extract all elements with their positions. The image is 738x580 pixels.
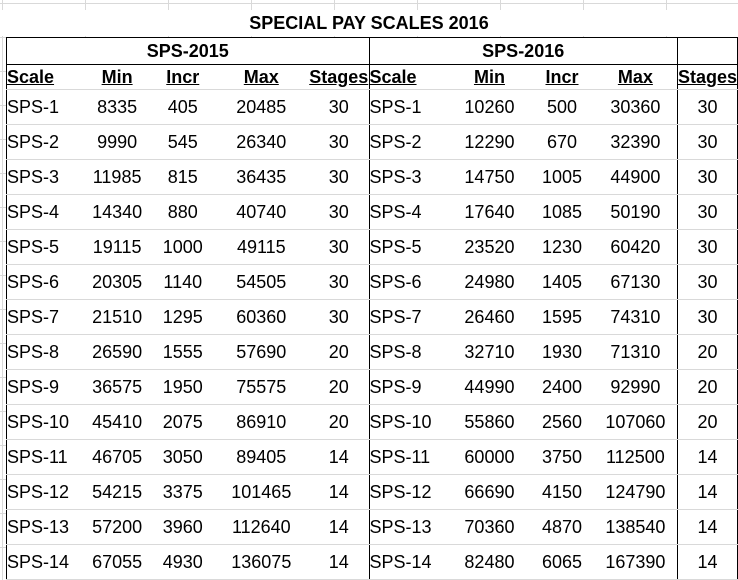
- cell-stages-2016[interactable]: 30: [677, 160, 737, 195]
- header-scale-2016[interactable]: Scale: [369, 65, 449, 90]
- cell-scale-2016[interactable]: SPS-12: [369, 475, 449, 510]
- cell-scale-2015[interactable]: SPS-12: [7, 475, 83, 510]
- cell-stages-2015[interactable]: 30: [309, 300, 369, 335]
- cell-min-2015[interactable]: 14340: [82, 195, 152, 230]
- cell-incr-2015[interactable]: 815: [152, 160, 214, 195]
- cell-scale-2015[interactable]: SPS-6: [7, 265, 83, 300]
- cell-scale-2015[interactable]: SPS-4: [7, 195, 83, 230]
- cell-stages-2015[interactable]: 30: [309, 125, 369, 160]
- cell-incr-2015[interactable]: 1000: [152, 230, 214, 265]
- table-row: [7, 405, 738, 440]
- header-min-2016[interactable]: Min: [449, 65, 530, 90]
- cell-incr-2016[interactable]: 6065: [530, 545, 594, 580]
- cell-incr-2015[interactable]: 3375: [152, 475, 214, 510]
- table-row: [7, 160, 738, 195]
- cell-incr-2015[interactable]: 1140: [152, 265, 214, 300]
- cell-scale-2015[interactable]: SPS-11: [7, 440, 83, 475]
- cell-incr-2016[interactable]: 4870: [530, 510, 594, 545]
- cell-min-2015[interactable]: 54215: [82, 475, 152, 510]
- cell-scale-2015[interactable]: SPS-9: [7, 370, 83, 405]
- cell-max-2016[interactable]: 124790: [594, 475, 678, 510]
- cell-incr-2016[interactable]: 1595: [530, 300, 594, 335]
- cell-max-2015[interactable]: 49115: [214, 230, 309, 265]
- table-row: [7, 90, 738, 125]
- cell-min-2016[interactable]: 24980: [449, 265, 530, 300]
- cell-max-2016[interactable]: 44900: [594, 160, 678, 195]
- cell-scale-2016[interactable]: SPS-14: [369, 545, 449, 580]
- cell-max-2016[interactable]: 67130: [594, 265, 678, 300]
- group-header-row: [7, 38, 738, 65]
- cell-incr-2016[interactable]: 1930: [530, 335, 594, 370]
- group-empty-cell[interactable]: [677, 38, 737, 65]
- sheet-title: SPECIAL PAY SCALES 2016: [0, 10, 738, 36]
- cell-incr-2015[interactable]: 1950: [152, 370, 214, 405]
- cell-stages-2015[interactable]: 14: [309, 475, 369, 510]
- cell-scale-2016[interactable]: SPS-2: [369, 125, 449, 160]
- cell-scale-2015[interactable]: SPS-14: [7, 545, 83, 580]
- cell-min-2016[interactable]: 66690: [449, 475, 530, 510]
- cell-stages-2015[interactable]: 20: [309, 405, 369, 440]
- table-row: [7, 265, 738, 300]
- header-incr-2015[interactable]: Incr: [152, 65, 214, 90]
- cell-min-2016[interactable]: 82480: [449, 545, 530, 580]
- header-stages-2015[interactable]: Stages: [309, 65, 369, 90]
- table-row: [7, 370, 738, 405]
- header-min-2015[interactable]: Min: [82, 65, 152, 90]
- cell-stages-2015[interactable]: 14: [309, 545, 369, 580]
- cell-scale-2016[interactable]: SPS-1: [369, 90, 449, 125]
- table-row: [7, 125, 738, 160]
- cell-incr-2015[interactable]: 4930: [152, 545, 214, 580]
- cell-incr-2016[interactable]: 1230: [530, 230, 594, 265]
- cell-min-2015[interactable]: 19115: [82, 230, 152, 265]
- cell-stages-2015[interactable]: 30: [309, 90, 369, 125]
- header-scale-2015[interactable]: Scale: [7, 65, 83, 90]
- cell-max-2015[interactable]: 40740: [214, 195, 309, 230]
- cell-min-2016[interactable]: 17640: [449, 195, 530, 230]
- cell-min-2016[interactable]: 12290: [449, 125, 530, 160]
- cell-incr-2016[interactable]: 500: [530, 90, 594, 125]
- cell-stages-2016[interactable]: 20: [677, 405, 737, 440]
- cell-scale-2015[interactable]: SPS-2: [7, 125, 83, 160]
- group-sps-2016[interactable]: SPS-2016: [369, 38, 677, 65]
- cell-scale-2016[interactable]: SPS-4: [369, 195, 449, 230]
- group-sps-2015[interactable]: SPS-2015: [7, 38, 370, 65]
- cell-min-2015[interactable]: 26590: [82, 335, 152, 370]
- pay-scales-table: [6, 37, 738, 580]
- cell-stages-2015[interactable]: 20: [309, 370, 369, 405]
- cell-min-2016[interactable]: 55860: [449, 405, 530, 440]
- table-row: [7, 545, 738, 580]
- cell-min-2016[interactable]: 70360: [449, 510, 530, 545]
- cell-incr-2015[interactable]: 3050: [152, 440, 214, 475]
- cell-stages-2016[interactable]: 30: [677, 230, 737, 265]
- cell-min-2016[interactable]: 23520: [449, 230, 530, 265]
- cell-min-2016[interactable]: 10260: [449, 90, 530, 125]
- cell-min-2015[interactable]: 45410: [82, 405, 152, 440]
- header-max-2015[interactable]: Max: [214, 65, 309, 90]
- cell-stages-2016[interactable]: 30: [677, 265, 737, 300]
- cell-max-2015[interactable]: 26340: [214, 125, 309, 160]
- cell-stages-2016[interactable]: 14: [677, 475, 737, 510]
- cell-incr-2016[interactable]: 1005: [530, 160, 594, 195]
- cell-min-2015[interactable]: 9990: [82, 125, 152, 160]
- cell-stages-2016[interactable]: 14: [677, 510, 737, 545]
- header-max-2016[interactable]: Max: [594, 65, 678, 90]
- table-row: [7, 300, 738, 335]
- cell-scale-2015[interactable]: SPS-3: [7, 160, 83, 195]
- cell-scale-2015[interactable]: SPS-5: [7, 230, 83, 265]
- cell-max-2015[interactable]: 20485: [214, 90, 309, 125]
- cell-max-2015[interactable]: 57690: [214, 335, 309, 370]
- cell-min-2016[interactable]: 32710: [449, 335, 530, 370]
- cell-scale-2015[interactable]: SPS-1: [7, 90, 83, 125]
- cell-max-2015[interactable]: 36435: [214, 160, 309, 195]
- cell-incr-2015[interactable]: 880: [152, 195, 214, 230]
- cell-stages-2016[interactable]: 20: [677, 370, 737, 405]
- cell-stages-2016[interactable]: 30: [677, 300, 737, 335]
- cell-incr-2016[interactable]: 4150: [530, 475, 594, 510]
- column-header-row: [7, 65, 738, 90]
- header-stages-2016[interactable]: Stages: [677, 65, 737, 90]
- cell-scale-2016[interactable]: SPS-8: [369, 335, 449, 370]
- cell-incr-2016[interactable]: 2400: [530, 370, 594, 405]
- cell-scale-2016[interactable]: SPS-13: [369, 510, 449, 545]
- table-row: [7, 510, 738, 545]
- cell-scale-2015[interactable]: SPS-8: [7, 335, 83, 370]
- cell-scale-2016[interactable]: SPS-7: [369, 300, 449, 335]
- cell-scale-2016[interactable]: SPS-3: [369, 160, 449, 195]
- cell-min-2015[interactable]: 46705: [82, 440, 152, 475]
- cell-min-2015[interactable]: 67055: [82, 545, 152, 580]
- cell-scale-2016[interactable]: SPS-9: [369, 370, 449, 405]
- cell-max-2015[interactable]: 101465: [214, 475, 309, 510]
- cell-stages-2015[interactable]: 30: [309, 265, 369, 300]
- cell-scale-2016[interactable]: SPS-6: [369, 265, 449, 300]
- cell-max-2016[interactable]: 167390: [594, 545, 678, 580]
- cell-incr-2016[interactable]: 1085: [530, 195, 594, 230]
- cell-stages-2015[interactable]: 30: [309, 195, 369, 230]
- table-row: [7, 475, 738, 510]
- cell-max-2016[interactable]: 30360: [594, 90, 678, 125]
- cell-min-2016[interactable]: 44990: [449, 370, 530, 405]
- cell-min-2015[interactable]: 8335: [82, 90, 152, 125]
- cell-incr-2016[interactable]: 670: [530, 125, 594, 160]
- table-row: [7, 335, 738, 370]
- cell-min-2015[interactable]: 36575: [82, 370, 152, 405]
- cell-min-2016[interactable]: 26460: [449, 300, 530, 335]
- cell-max-2016[interactable]: 138540: [594, 510, 678, 545]
- cell-scale-2015[interactable]: SPS-10: [7, 405, 83, 440]
- cell-max-2015[interactable]: 86910: [214, 405, 309, 440]
- cell-stages-2015[interactable]: 20: [309, 335, 369, 370]
- cell-min-2015[interactable]: 57200: [82, 510, 152, 545]
- header-incr-2016[interactable]: Incr: [530, 65, 594, 90]
- cell-incr-2015[interactable]: 3960: [152, 510, 214, 545]
- cell-min-2016[interactable]: 14750: [449, 160, 530, 195]
- cell-incr-2015[interactable]: 1295: [152, 300, 214, 335]
- cell-max-2016[interactable]: 32390: [594, 125, 678, 160]
- cell-incr-2015[interactable]: 545: [152, 125, 214, 160]
- cell-max-2016[interactable]: 71310: [594, 335, 678, 370]
- cell-stages-2016[interactable]: 30: [677, 195, 737, 230]
- cell-incr-2015[interactable]: 2075: [152, 405, 214, 440]
- cell-max-2016[interactable]: 50190: [594, 195, 678, 230]
- cell-incr-2016[interactable]: 1405: [530, 265, 594, 300]
- table-row: [7, 440, 738, 475]
- cell-stages-2015[interactable]: 30: [309, 160, 369, 195]
- cell-max-2015[interactable]: 89405: [214, 440, 309, 475]
- table-row: [7, 195, 738, 230]
- table-row: [7, 230, 738, 265]
- cell-max-2015[interactable]: 75575: [214, 370, 309, 405]
- cell-max-2016[interactable]: 112500: [594, 440, 678, 475]
- cell-min-2015[interactable]: 11985: [82, 160, 152, 195]
- cell-stages-2016[interactable]: 14: [677, 440, 737, 475]
- cell-max-2016[interactable]: 107060: [594, 405, 678, 440]
- cell-stages-2016[interactable]: 30: [677, 125, 737, 160]
- cell-scale-2016[interactable]: SPS-5: [369, 230, 449, 265]
- cell-stages-2016[interactable]: 30: [677, 90, 737, 125]
- cell-scale-2016[interactable]: SPS-10: [369, 405, 449, 440]
- cell-max-2016[interactable]: 92990: [594, 370, 678, 405]
- cell-scale-2015[interactable]: SPS-13: [7, 510, 83, 545]
- cell-stages-2016[interactable]: 14: [677, 545, 737, 580]
- cell-incr-2016[interactable]: 2560: [530, 405, 594, 440]
- cell-max-2015[interactable]: 112640: [214, 510, 309, 545]
- cell-min-2015[interactable]: 20305: [82, 265, 152, 300]
- cell-max-2015[interactable]: 60360: [214, 300, 309, 335]
- cell-max-2015[interactable]: 136075: [214, 545, 309, 580]
- cell-stages-2015[interactable]: 14: [309, 510, 369, 545]
- cell-stages-2015[interactable]: 14: [309, 440, 369, 475]
- cell-incr-2016[interactable]: 3750: [530, 440, 594, 475]
- cell-stages-2016[interactable]: 20: [677, 335, 737, 370]
- cell-incr-2015[interactable]: 405: [152, 90, 214, 125]
- cell-incr-2015[interactable]: 1555: [152, 335, 214, 370]
- cell-scale-2016[interactable]: SPS-11: [369, 440, 449, 475]
- cell-scale-2015[interactable]: SPS-7: [7, 300, 83, 335]
- cell-max-2016[interactable]: 60420: [594, 230, 678, 265]
- cell-min-2015[interactable]: 21510: [82, 300, 152, 335]
- cell-stages-2015[interactable]: 30: [309, 230, 369, 265]
- cell-max-2015[interactable]: 54505: [214, 265, 309, 300]
- cell-max-2016[interactable]: 74310: [594, 300, 678, 335]
- cell-min-2016[interactable]: 60000: [449, 440, 530, 475]
